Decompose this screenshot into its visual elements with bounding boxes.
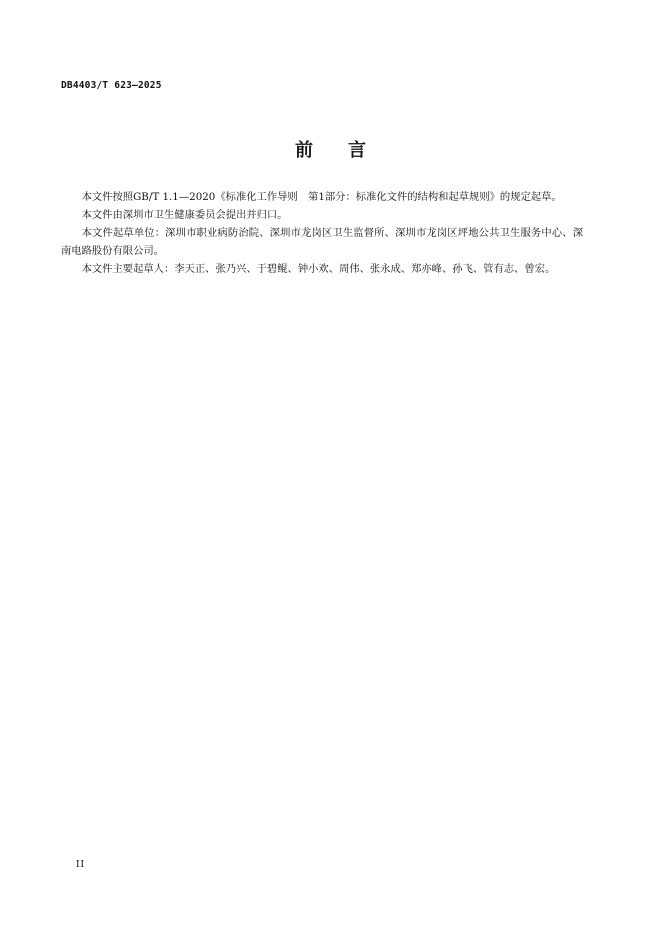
paragraph-proposer: 本文件由深圳市卫生健康委员会提出并归口。 xyxy=(81,209,288,221)
page-number: II xyxy=(76,860,86,870)
paragraph-drafting-units: 本文件起草单位：深圳市职业病防治院、深圳市龙岗区卫生监督所、深圳市龙岗区坪地公共卫生服务中心、深南电路股份有限公司。 xyxy=(61,227,583,257)
title-part-1: 前 xyxy=(295,140,314,161)
paragraph-drafting-rules: 本文件按照GB/T 1.1—2020《标准化工作导则 第1部分：标准化文件的结构和起草规则》的规定起草。 xyxy=(81,191,562,203)
title-part-2: 言 xyxy=(348,140,367,161)
paragraph-drafters: 本文件主要起草人：李天正、张乃兴、于碧鲲、钟小欢、周伟、张永成、郑亦峰、孙飞、管有志、曾宏。 xyxy=(81,263,556,275)
foreword-body xyxy=(61,188,583,278)
document-code: DB4403/T 623—2025 xyxy=(61,80,162,91)
page-title xyxy=(0,136,662,162)
